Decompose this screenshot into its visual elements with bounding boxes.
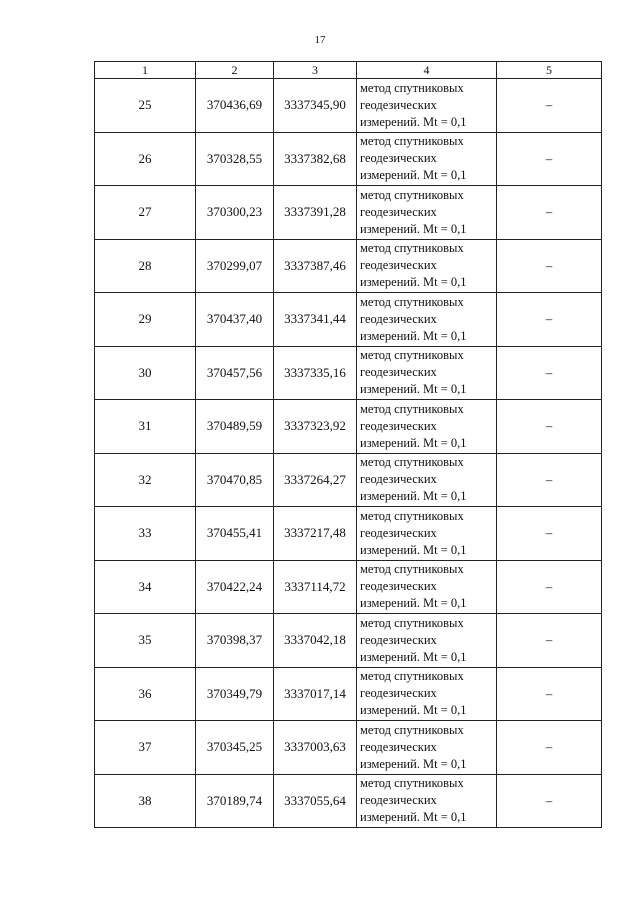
point-number-cell: 30: [95, 346, 196, 400]
method-text-line: измерений. Mt = 0,1: [360, 489, 467, 504]
method-text-line: измерений. Mt = 0,1: [360, 275, 467, 290]
method-text-line: метод спутниковых: [360, 669, 464, 684]
x-coordinate-cell: 370189,74: [196, 774, 274, 828]
method-text-line: измерений. Mt = 0,1: [360, 756, 467, 771]
method-text-line: геодезических: [360, 632, 437, 647]
table-row: [95, 507, 602, 561]
x-coordinate-cell: 370422,24: [196, 560, 274, 614]
method-text-line: метод спутниковых: [360, 401, 464, 416]
note-cell: –: [497, 774, 602, 828]
y-coordinate-cell: 3337387,46: [274, 239, 357, 293]
point-number-cell: 35: [95, 614, 196, 668]
x-coordinate-cell: 370437,40: [196, 293, 274, 347]
table-row: [95, 560, 602, 614]
note-cell: –: [497, 239, 602, 293]
table-row: [95, 721, 602, 775]
note-cell: –: [497, 400, 602, 454]
note-cell: –: [497, 721, 602, 775]
method-text-line: геодезических: [360, 258, 437, 273]
note-cell: –: [497, 667, 602, 721]
method-text-line: измерений. Mt = 0,1: [360, 542, 467, 557]
point-number-cell: 26: [95, 132, 196, 186]
point-number-cell: 38: [95, 774, 196, 828]
method-text-line: метод спутниковых: [360, 348, 464, 363]
point-number-cell: 33: [95, 507, 196, 561]
y-coordinate-cell: 3337335,16: [274, 346, 357, 400]
method-text-line: метод спутниковых: [360, 134, 464, 149]
x-coordinate-cell: 370299,07: [196, 239, 274, 293]
method-text-line: геодезических: [360, 686, 437, 701]
method-text-line: метод спутниковых: [360, 776, 464, 791]
x-coordinate-cell: 370455,41: [196, 507, 274, 561]
table-row: [95, 346, 602, 400]
method-text-line: метод спутниковых: [360, 508, 464, 523]
method-text-line: измерений. Mt = 0,1: [360, 168, 467, 183]
note-cell: –: [497, 79, 602, 133]
note-cell: –: [497, 186, 602, 240]
y-coordinate-cell: 3337003,63: [274, 721, 357, 775]
method-text-line: измерений. Mt = 0,1: [360, 649, 467, 664]
table-row: [95, 186, 602, 240]
method-text-line: геодезических: [360, 472, 437, 487]
header-col-2: 2: [196, 62, 274, 79]
x-coordinate-cell: 370345,25: [196, 721, 274, 775]
header-col-5: 5: [497, 62, 602, 79]
header-col-4: 4: [357, 62, 497, 79]
note-cell: –: [497, 453, 602, 507]
table-header-row: [95, 62, 602, 79]
header-col-3: 3: [274, 62, 357, 79]
header-col-1: 1: [95, 62, 196, 79]
table-row: [95, 614, 602, 668]
method-text-line: измерений. Mt = 0,1: [360, 114, 467, 129]
method-cell: [357, 239, 497, 293]
x-coordinate-cell: 370457,56: [196, 346, 274, 400]
table-row: [95, 239, 602, 293]
method-text-line: геодезических: [360, 365, 437, 380]
method-cell: [357, 186, 497, 240]
method-cell: [357, 453, 497, 507]
x-coordinate-cell: 370328,55: [196, 132, 274, 186]
point-number-cell: 29: [95, 293, 196, 347]
note-cell: –: [497, 132, 602, 186]
method-text-line: метод спутниковых: [360, 294, 464, 309]
y-coordinate-cell: 3337217,48: [274, 507, 357, 561]
method-text-line: метод спутниковых: [360, 187, 464, 202]
table-row: [95, 453, 602, 507]
method-text-line: геодезических: [360, 793, 437, 808]
table-row: [95, 774, 602, 828]
point-number-cell: 36: [95, 667, 196, 721]
table-row: [95, 79, 602, 133]
method-cell: [357, 346, 497, 400]
point-number-cell: 31: [95, 400, 196, 454]
x-coordinate-cell: 370489,59: [196, 400, 274, 454]
method-cell: [357, 667, 497, 721]
y-coordinate-cell: 3337323,92: [274, 400, 357, 454]
y-coordinate-cell: 3337264,27: [274, 453, 357, 507]
method-text-line: метод спутниковых: [360, 455, 464, 470]
method-cell: [357, 132, 497, 186]
y-coordinate-cell: 3337055,64: [274, 774, 357, 828]
y-coordinate-cell: 3337017,14: [274, 667, 357, 721]
coordinates-table: [94, 61, 602, 828]
method-text-line: геодезических: [360, 739, 437, 754]
method-text-line: измерений. Mt = 0,1: [360, 328, 467, 343]
x-coordinate-cell: 370436,69: [196, 79, 274, 133]
table-row: [95, 132, 602, 186]
method-text-line: геодезических: [360, 204, 437, 219]
table-row: [95, 293, 602, 347]
method-text-line: геодезических: [360, 97, 437, 112]
method-cell: [357, 293, 497, 347]
note-cell: –: [497, 560, 602, 614]
note-cell: –: [497, 614, 602, 668]
note-cell: –: [497, 346, 602, 400]
y-coordinate-cell: 3337042,18: [274, 614, 357, 668]
method-cell: [357, 774, 497, 828]
y-coordinate-cell: 3337382,68: [274, 132, 357, 186]
method-cell: [357, 507, 497, 561]
point-number-cell: 32: [95, 453, 196, 507]
page-number: 17: [314, 34, 326, 46]
method-cell: [357, 400, 497, 454]
y-coordinate-cell: 3337391,28: [274, 186, 357, 240]
method-text-line: геодезических: [360, 579, 437, 594]
y-coordinate-cell: 3337345,90: [274, 79, 357, 133]
y-coordinate-cell: 3337114,72: [274, 560, 357, 614]
note-cell: –: [497, 507, 602, 561]
method-cell: [357, 79, 497, 133]
method-text-line: геодезических: [360, 311, 437, 326]
table-body: [95, 79, 602, 828]
method-text-line: метод спутниковых: [360, 615, 464, 630]
method-text-line: геодезических: [360, 525, 437, 540]
method-text-line: геодезических: [360, 418, 437, 433]
point-number-cell: 25: [95, 79, 196, 133]
method-text-line: измерений. Mt = 0,1: [360, 221, 467, 236]
method-text-line: метод спутниковых: [360, 562, 464, 577]
method-text-line: метод спутниковых: [360, 80, 464, 95]
point-number-cell: 28: [95, 239, 196, 293]
method-text-line: измерений. Mt = 0,1: [360, 703, 467, 718]
point-number-cell: 34: [95, 560, 196, 614]
method-text-line: метод спутниковых: [360, 722, 464, 737]
y-coordinate-cell: 3337341,44: [274, 293, 357, 347]
x-coordinate-cell: 370300,23: [196, 186, 274, 240]
x-coordinate-cell: 370398,37: [196, 614, 274, 668]
method-cell: [357, 721, 497, 775]
method-cell: [357, 560, 497, 614]
method-text-line: измерений. Mt = 0,1: [360, 382, 467, 397]
x-coordinate-cell: 370470,85: [196, 453, 274, 507]
point-number-cell: 27: [95, 186, 196, 240]
method-text-line: геодезических: [360, 151, 437, 166]
method-text-line: измерений. Mt = 0,1: [360, 435, 467, 450]
table-row: [95, 667, 602, 721]
x-coordinate-cell: 370349,79: [196, 667, 274, 721]
point-number-cell: 37: [95, 721, 196, 775]
table-row: [95, 400, 602, 454]
method-text-line: измерений. Mt = 0,1: [360, 596, 467, 611]
note-cell: –: [497, 293, 602, 347]
method-cell: [357, 614, 497, 668]
method-text-line: метод спутниковых: [360, 241, 464, 256]
method-text-line: измерений. Mt = 0,1: [360, 810, 467, 825]
